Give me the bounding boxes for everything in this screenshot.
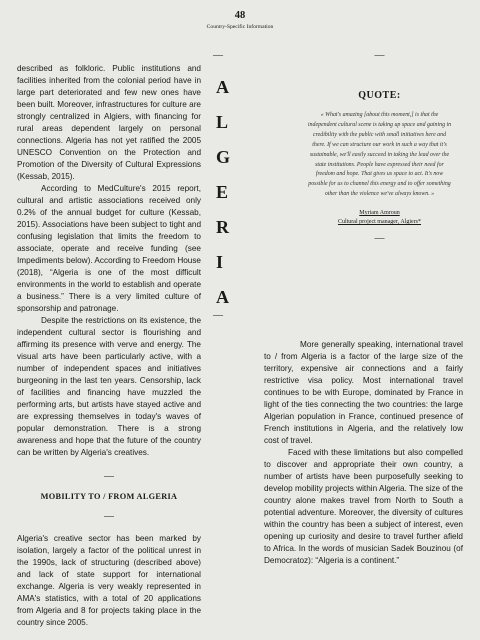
quote-author: Myriam Amroun (359, 210, 400, 217)
right-column (264, 339, 463, 567)
quote-title: QUOTE: (358, 90, 401, 101)
page-number: 48 (234, 10, 246, 21)
paragraph: More generally speaking, international travel to / from Algeria is a factor of the large size of the territory, expensive air connections and a fairly restrictive visa policy. Most international travel continues to be with Europe, dominated by France in light of the ties connecting the two countries: the large Algerian population in France, continued presence of French institutions in Algeria, and the relatively low cost of travel. (264, 340, 463, 445)
paragraph: described as folkloric. Public institutions and facilities inherited from the colonial period have in large part deteriorated and few new ones have been built. Moreover, infrastructures for culture are strongly centralized in Algiers, with financing for rural areas dependent largely on personal connections. Algeria has not yet ratified the 2005 UNESCO Convention on the Protection and Promotion of the Diversity of Cultural Expressions (Kessab, 2015). (17, 64, 201, 181)
section-heading: MOBILITY TO / FROM ALGERIA (40, 492, 178, 501)
quote-box (307, 50, 452, 245)
paragraph: Faced with these limitations but also compelled to discover and appropriate their own country, a number of artists have been purposefully seeking to develop mobility projects within Algeria. The size of the country alone makes travel from North to South a potential adventure. Moreover, the diversity of cultures within the country has been a subject of interest, even opening up curiosity and desire to travel further afield to Africa. In the words of musician Sadek Bouzinou (of Democratoz): “Algeria is a continent.” (264, 448, 463, 565)
country-letter: I (216, 252, 224, 272)
paragraph: Despite the restrictions on its existence, the independent cultural sector is flourishing and affirming its presence with verve and energy. The visual arts have been particularly active, with a number of independent spaces and initiatives burgeoning in the last ten years. Censorship, lack of facilities and financing have muzzled the performing arts, but artists have stayed active and are expressing themselves in today's waves of popular demonstration. There is a strong awareness and hope that the future of the country can be written by Algeria's creatives. (17, 316, 201, 457)
divider-dash: — (213, 50, 223, 61)
quote-text: « What's amazing [about this moment,] is that the independent cultural scene is taking up space and gaining in credibility with the public with small initiatives here and there. If we can structure our work in such a way that it's sustainable, we'll easily succeed in taking the lead over the state institutions. People have expressed their need for freedom and hope. That gives us space to act. It's now possible for us to channel this energy and to offer something other than the violence we've always known. » (307, 112, 452, 198)
paragraph: Algeria's creative sector has been marked by isolation, largely a factor of the political unrest in the 1990s, lack of structuring (described above) and lack of state support for international exchange. Algeria is very weakly represented in AMA's statistics, with a total of 20 applications from Algeria and 8 for projects taking place in the country since 2005. (17, 534, 201, 627)
divider-dash: — (374, 233, 385, 245)
country-letter: E (216, 182, 229, 202)
country-letter: A (216, 287, 229, 307)
left-column (17, 63, 201, 629)
country-letter: R (216, 217, 229, 237)
country-letter: A (216, 77, 229, 97)
country-letters (213, 78, 253, 306)
country-letter: G (216, 147, 231, 167)
divider-dash: — (104, 511, 114, 522)
divider-dash: — (374, 50, 385, 61)
quote-author-role: Cultural project manager, Algiers* (337, 219, 422, 226)
section-title: Country-Specific Information (206, 24, 274, 30)
vertical-country-name (213, 50, 253, 322)
divider-dash: — (104, 471, 114, 482)
paragraph: According to MedCulture's 2015 report, cultural and artistic associations received only 0.2% of the annual budget for culture (Kessab, 2015). Associations have been subject to tight and confusing legislation that limits the freedom to associate, operate and receive funding (see Impediments below). According to Freedom House (2018), “Algeria is one of the most difficult environments in the world to establish and operate a business.” There is a very limited culture of sponsorship and patronage. (17, 184, 201, 313)
country-letter: L (216, 112, 229, 132)
divider-dash: — (213, 310, 223, 321)
